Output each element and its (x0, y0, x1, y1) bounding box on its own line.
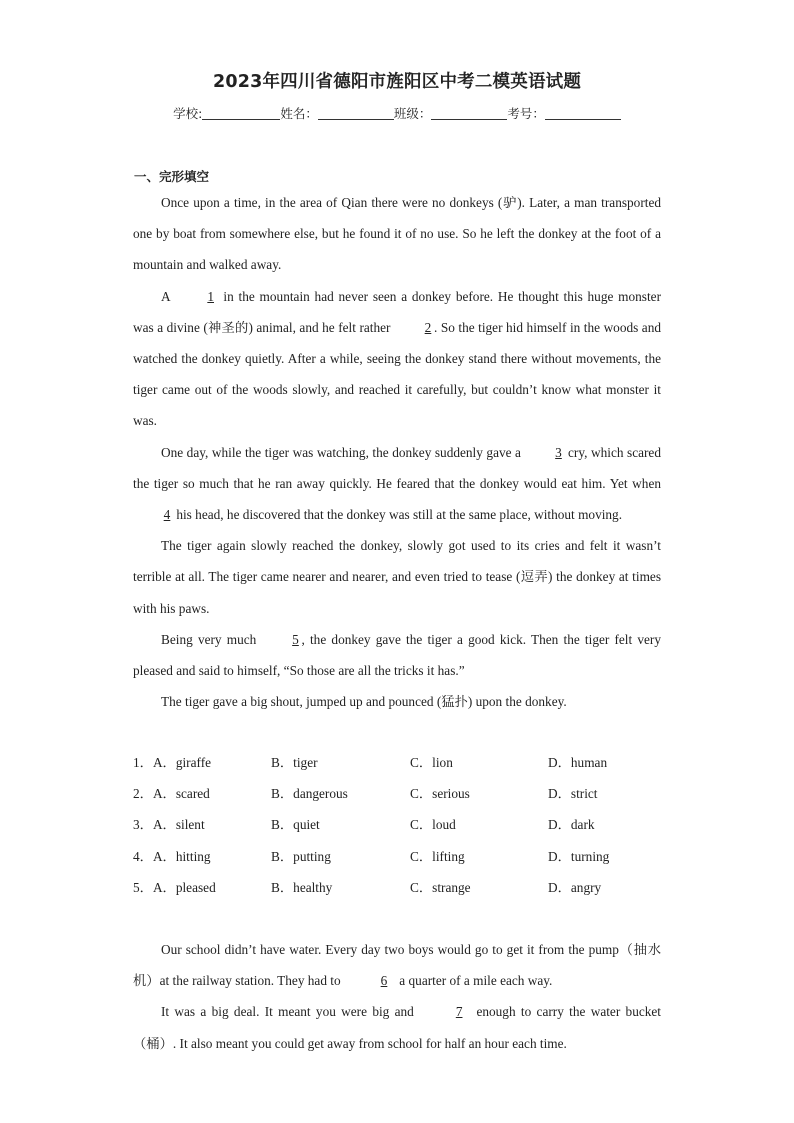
passage-2-paragraph-2 (133, 996, 661, 1058)
option-a: 4．A．hitting (133, 848, 211, 864)
class-label: 班级： (393, 106, 432, 121)
blank-3: 3 (555, 444, 562, 460)
number-label: 考号： (507, 106, 545, 121)
blank-1: 1 (207, 288, 214, 304)
text-run: Being very much (161, 631, 262, 647)
question-1-options (133, 747, 673, 778)
option-a: 1．A．giraffe (133, 755, 212, 770)
text-run: his head, he discovered that the donkey was still at the same place, without moving. (173, 507, 623, 523)
option-b: B．dangerous (271, 786, 348, 802)
option-d: D．angry (548, 879, 602, 895)
question-3-options (133, 809, 673, 840)
option-d: D．turning (548, 848, 610, 864)
number-blank (545, 107, 621, 120)
option-c: C．strange (410, 879, 471, 895)
passage-1-paragraph-6: The tiger gave a big shout, jumped up and pounced (猛扑) upon the donkey. (161, 694, 567, 710)
passage-2 (133, 934, 661, 1059)
blank-2: 2 (424, 319, 432, 335)
school-blank (202, 107, 280, 120)
option-c: C．loud (410, 817, 456, 833)
section-heading: 一、完形填空 (134, 169, 210, 184)
option-d: D．dark (548, 817, 595, 833)
blank-5: 5 (292, 631, 299, 647)
blank-4: 4 (163, 507, 171, 523)
option-d: D．human (548, 755, 608, 770)
option-b: B．tiger (271, 755, 318, 770)
question-2-options (133, 778, 673, 809)
question-4-options (133, 841, 673, 872)
passage-1-paragraph-5 (133, 624, 661, 686)
exam-title: 2023年四川省德阳市旌阳区中考二模英语试题 (212, 72, 582, 92)
text-run: cry, which scared the tiger so much that he ran away quickly. He feared that the donkey would eat him. Yet when (133, 444, 661, 491)
passage-1-paragraph-1: Once upon a time, in the area of Qian there were no donkeys (驴). Later, a man transported one by boat from somewhere else, but he found it of no use. So he left the donkey at the foot of a mountain and walked away. (133, 195, 661, 273)
name-blank (318, 107, 394, 120)
passage-1-paragraph-3 (133, 437, 661, 531)
option-c: C．lion (410, 755, 453, 770)
text-run: . So the tiger hid himself in the woods and watched the donkey quietly. After a while, seeing the donkey stand there without movements, the tiger came out of the woods slowly, and reached it carefully, but couldn’t know what monster it was. (133, 319, 662, 429)
school-label: 学校: (173, 106, 203, 121)
option-b: B．putting (271, 848, 331, 864)
text-run: Our school didn’t have water. Every day two boys would go to get it from the pump（抽水机）at the railway station. They had to (133, 942, 661, 989)
option-b: B．quiet (271, 817, 320, 833)
text-run: in the mountain had never seen a donkey before. He thought this huge monster was a divine (神圣的) animal, and he felt rather (133, 288, 661, 335)
question-5-options (133, 872, 673, 903)
option-c: C．lifting (410, 848, 465, 864)
text-run: A (161, 288, 175, 304)
options-list (133, 747, 673, 903)
option-c: C．serious (410, 786, 470, 802)
option-a: 2．A．scared (133, 786, 210, 802)
passage-2-paragraph-1 (133, 934, 661, 996)
option-a: 5．A．pleased (133, 879, 216, 895)
text-run: enough to carry the water bucket（桶）. It also meant you could get away from school for half an hour each time. (133, 1004, 661, 1051)
text-run: It was a big deal. It meant you were big and (161, 1004, 420, 1020)
student-info-line (0, 104, 794, 122)
text-run: , the donkey gave the tiger a good kick. Then the tiger felt very pleased and said to himself, “So those are all the tricks it has.” (133, 631, 662, 679)
passage-1 (133, 187, 661, 717)
option-b: B．healthy (271, 879, 333, 895)
blank-7: 7 (455, 1004, 463, 1020)
passage-1-paragraph-2 (133, 281, 661, 437)
blank-6: 6 (380, 973, 388, 989)
option-a: 3．A．silent (133, 817, 205, 833)
passage-1-paragraph-4: The tiger again slowly reached the donkey, slowly got used to its cries and felt it wasn’t terrible at all. The tiger came nearer and nearer, and even tried to tease (逗弄) the donkey at times with his paws. (133, 538, 661, 616)
option-d: D．strict (548, 786, 598, 802)
text-run: a quarter of a mile each way. (395, 973, 553, 989)
class-blank (431, 107, 507, 120)
name-label: 姓名： (280, 106, 318, 121)
text-run: One day, while the tiger was watching, the donkey suddenly gave a (161, 444, 525, 460)
